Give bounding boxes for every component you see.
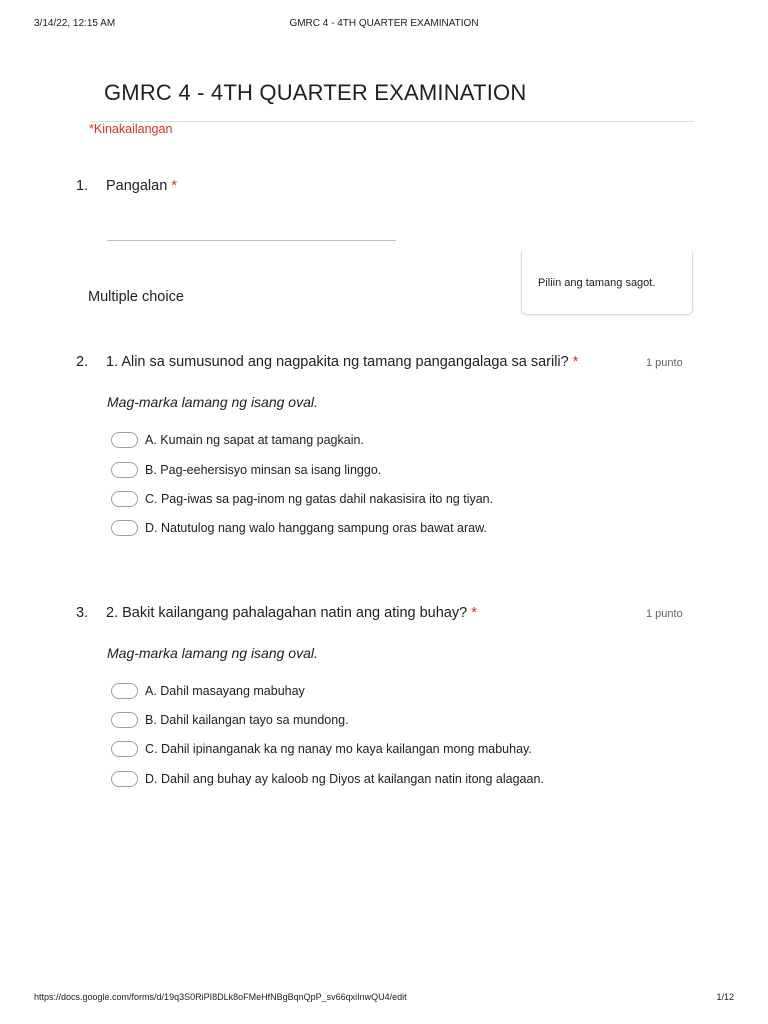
title-divider bbox=[90, 121, 694, 122]
section-title: Multiple choice bbox=[88, 289, 184, 305]
print-footer-url: https://docs.google.com/forms/d/19q3S0RiPI8DLk8oFMeHfNBgBqnQpP_sv66qxiInwQU4/edit bbox=[34, 992, 407, 1002]
name-answer-line[interactable] bbox=[107, 240, 396, 241]
option-label: D. Dahil ang buhay ay kaloob ng Diyos at kailangan natin itong alagaan. bbox=[145, 772, 544, 786]
radio-oval[interactable] bbox=[111, 462, 138, 478]
question-text bbox=[106, 354, 626, 370]
question-label: Pangalan bbox=[106, 178, 168, 194]
option-label: B. Pag-eehersisyo minsan sa isang linggo. bbox=[145, 463, 382, 477]
option-a[interactable] bbox=[111, 681, 305, 701]
question-label: 1. Alin sa sumusunod ang nagpakita ng tamang pangangalaga sa sarili? bbox=[106, 354, 569, 370]
required-note: *Kinakailangan bbox=[89, 122, 173, 136]
required-star: * bbox=[171, 178, 177, 194]
option-label: D. Natutulog nang walo hanggang sampung oras bawat araw. bbox=[145, 521, 487, 535]
option-a[interactable] bbox=[111, 430, 364, 450]
instruction-text: Mag-marka lamang ng isang oval. bbox=[107, 645, 318, 661]
radio-oval[interactable] bbox=[111, 520, 138, 536]
option-d[interactable] bbox=[111, 518, 487, 538]
section-description: Piliin ang tamang sagot. bbox=[538, 277, 656, 289]
instruction-text: Mag-marka lamang ng isang oval. bbox=[107, 394, 318, 410]
question-text bbox=[106, 178, 177, 194]
radio-oval[interactable] bbox=[111, 683, 138, 699]
required-star: * bbox=[471, 605, 477, 621]
points-label: 1 punto bbox=[646, 357, 683, 369]
option-label: A. Dahil masayang mabuhay bbox=[145, 684, 305, 698]
option-b[interactable] bbox=[111, 710, 349, 730]
question-number: 1. bbox=[76, 178, 89, 194]
option-label: C. Pag-iwas sa pag-inom ng gatas dahil nakasisira ito ng tiyan. bbox=[145, 492, 494, 506]
radio-oval[interactable] bbox=[111, 712, 138, 728]
form-title: GMRC 4 - 4TH QUARTER EXAMINATION bbox=[104, 80, 527, 105]
option-label: B. Dahil kailangan tayo sa mundong. bbox=[145, 713, 349, 727]
print-header-title: GMRC 4 - 4TH QUARTER EXAMINATION bbox=[289, 18, 479, 29]
question-number: 2. bbox=[76, 354, 89, 370]
radio-oval[interactable] bbox=[111, 432, 138, 448]
option-c[interactable] bbox=[111, 739, 532, 759]
option-label: C. Dahil ipinanganak ka ng nanay mo kaya kailangan mong mabuhay. bbox=[145, 742, 532, 756]
radio-oval[interactable] bbox=[111, 741, 138, 757]
question-label: 2. Bakit kailangang pahalagahan natin ang ating buhay? bbox=[106, 605, 468, 621]
option-b[interactable] bbox=[111, 460, 381, 480]
radio-oval[interactable] bbox=[111, 491, 138, 507]
radio-oval[interactable] bbox=[111, 771, 138, 787]
option-label: A. Kumain ng sapat at tamang pagkain. bbox=[145, 433, 364, 447]
points-label: 1 punto bbox=[646, 608, 683, 620]
required-star: * bbox=[572, 354, 579, 370]
print-datetime: 3/14/22, 12:15 AM bbox=[34, 18, 116, 29]
option-c[interactable] bbox=[111, 489, 493, 509]
question-text bbox=[106, 605, 626, 621]
option-d[interactable] bbox=[111, 769, 544, 789]
print-page-number: 1/12 bbox=[716, 992, 734, 1002]
question-number: 3. bbox=[76, 605, 89, 621]
